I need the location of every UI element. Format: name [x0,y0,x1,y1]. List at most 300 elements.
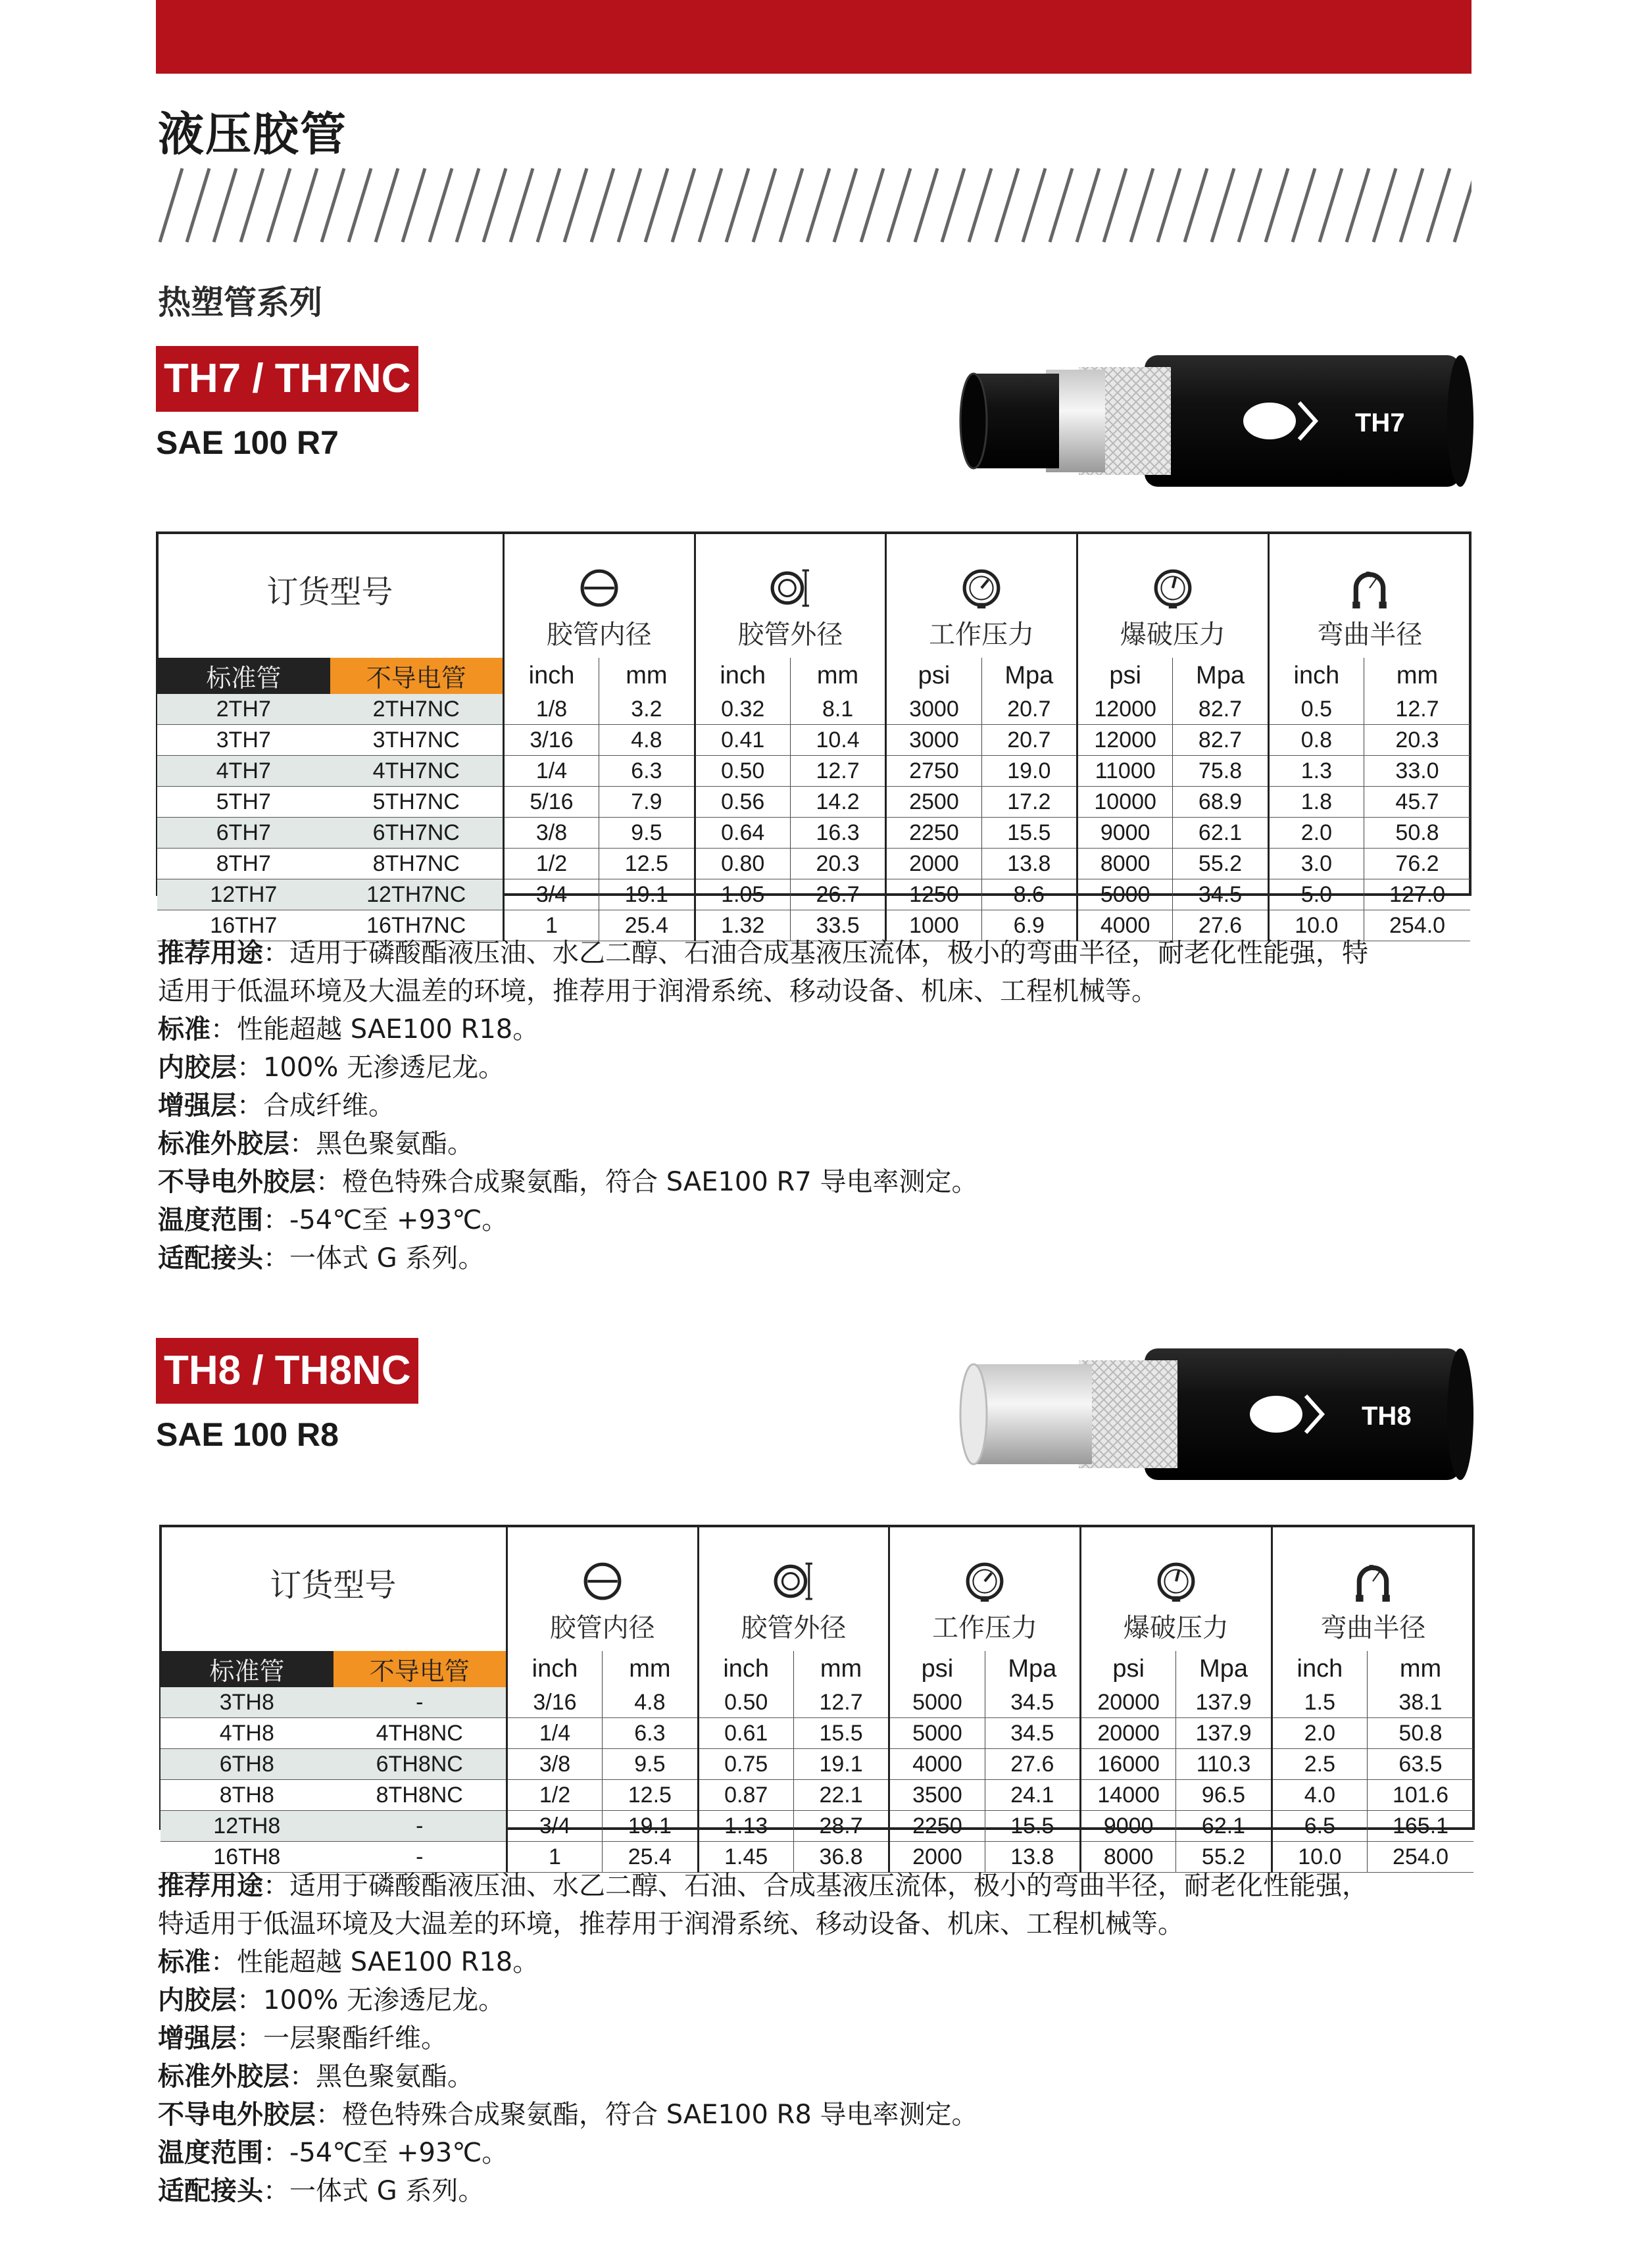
column-group-header [886,533,1077,658]
table-cell: 3TH7 [157,725,330,756]
column-group-label: 胶管外径 [737,620,843,649]
table-row [157,849,1470,879]
table-cell: 4TH8 [161,1718,334,1749]
table-cell: 3.0 [1268,849,1364,879]
table-cell: 4TH7NC [330,756,504,787]
table-cell: 16TH8 [161,1842,334,1873]
table-cell: 12.5 [603,1780,698,1811]
unit-header: mm [603,1651,698,1687]
column-group-label: 工作压力 [929,620,1035,649]
unit-header: mm [793,1651,889,1687]
description-line [158,2172,1473,2210]
hatch-stripe [268,168,290,242]
hatch-stripe [1293,168,1315,242]
table-cell: 14.2 [790,787,885,818]
table-cell: 76.2 [1364,849,1470,879]
table-cell: 1.32 [695,910,790,941]
table-cell: 6.9 [981,910,1077,941]
table-cell: 0.56 [695,787,790,818]
table-cell: 50.8 [1364,818,1470,849]
table-cell: 0.87 [698,1780,793,1811]
table-cell: 2750 [886,756,981,787]
inner-diameter-icon [579,568,620,608]
description-line [158,1201,1473,1239]
table-cell: 137.9 [1176,1718,1272,1749]
description-value: ：性能超越 SAE100 R18。 [210,1014,539,1045]
column-group-header [1080,1526,1272,1651]
table-cell: 8000 [1080,1842,1175,1873]
standard-header: 标准管 [157,658,330,694]
hose-label: TH8 [1362,1402,1412,1431]
standard-header: 标准管 [161,1651,334,1687]
table-cell: 34.5 [1173,879,1268,910]
table-cell: 10.4 [790,725,885,756]
table-cell: 7.9 [599,787,695,818]
hose-label: TH7 [1355,408,1405,437]
top-color-bar [156,0,1471,74]
table-cell: 15.5 [985,1811,1080,1842]
description-line [158,1867,1473,1905]
hatch-stripe [564,168,587,242]
table-cell: 8000 [1077,849,1172,879]
hose-image [947,342,1473,500]
description-key: 标准外胶层 [158,2061,289,2092]
hatch-stripe [1373,168,1396,242]
table-cell: 0.61 [698,1718,793,1749]
hatch-stripe [753,168,776,242]
table-cell: 2.0 [1272,1718,1367,1749]
unit-header: inch [507,1651,602,1687]
description-line [158,1943,1473,1981]
table-cell: 14000 [1080,1780,1175,1811]
unit-header: psi [886,658,981,694]
hatch-stripe [996,168,1018,242]
table-cell: 3/16 [507,1687,602,1718]
unit-header: mm [790,658,885,694]
table-cell: 20000 [1080,1687,1175,1718]
table-cell: 55.2 [1173,849,1268,879]
table-cell: 50.8 [1368,1718,1473,1749]
table-row [161,1687,1473,1718]
description-value: ：一体式 G 系列。 [263,1243,485,1273]
description-line [158,1125,1473,1163]
column-group-label: 胶管外径 [741,1614,847,1642]
hatch-stripe [861,168,883,242]
table-cell: 16.3 [790,818,885,849]
unit-header: mm [599,658,695,694]
table-cell: 4000 [889,1749,985,1780]
sae-standard: SAE 100 R7 [156,424,339,461]
pressure-gauge-icon [964,1561,1005,1602]
nc-header: 不导电管 [330,658,504,694]
table-cell: 5/16 [503,787,599,818]
table-cell: 5TH7NC [330,787,504,818]
table-cell: 1.13 [698,1811,793,1842]
description-key: 温度范围 [158,2138,263,2168]
hatch-stripe [1266,168,1288,242]
unit-header: mm [1364,658,1470,694]
table-cell: 3000 [886,725,981,756]
table-cell: 0.50 [698,1687,793,1718]
description-value: ：100% 无渗透尼龙。 [237,1052,505,1083]
hose-image [947,1335,1473,1493]
page-title: 液压胶管 [158,107,347,161]
table-cell: 12.7 [1364,694,1470,725]
description-line [158,2096,1473,2134]
table-cell: 8TH7 [157,849,330,879]
description-value: ：黑色聚氨酯。 [289,1129,474,1159]
table-cell: 96.5 [1176,1780,1272,1811]
table-cell: 12.7 [793,1687,889,1718]
description-key: 标准外胶层 [158,1129,289,1159]
column-group-label: 爆破压力 [1123,1614,1229,1642]
hatch-stripe [618,168,641,242]
table-cell: 1/2 [503,849,599,879]
hatch-stripe [780,168,803,242]
table-cell: 1/2 [507,1780,602,1811]
description-value: ：100% 无渗透尼龙。 [237,1985,505,2015]
table-row [157,725,1470,756]
hatch-stripe [915,168,937,242]
bend-radius-icon [1352,1561,1393,1602]
table-cell: 1.45 [698,1842,793,1873]
column-group-label: 工作压力 [932,1614,1038,1642]
unit-header: Mpa [981,658,1077,694]
description-value: ：橙色特殊合成聚氨酯，符合 SAE100 R8 导电率测定。 [316,2100,978,2130]
hatch-stripe [645,168,668,242]
unit-header: inch [698,1651,793,1687]
table-row [161,1780,1473,1811]
outer-diameter-icon [773,1561,814,1602]
description-value: 适用于低温环境及大温差的环境，推荐用于润滑系统、移动设备、机床、工程机械等。 [158,976,1158,1006]
table-cell: 1.05 [695,879,790,910]
hatch-stripe [214,168,236,242]
section-title: 热塑管系列 [158,284,322,322]
table-cell: 3500 [889,1780,985,1811]
bend-radius-icon [1349,568,1390,608]
hatch-stripe [295,168,317,242]
table-cell: 1250 [886,879,981,910]
table-cell: 19.1 [599,879,695,910]
description-value: ：-54℃至 +93℃。 [263,2138,508,2168]
table-cell: 62.1 [1176,1811,1272,1842]
table-cell: 110.3 [1176,1749,1272,1780]
table-cell: 6.5 [1272,1811,1367,1842]
column-group-label: 胶管内径 [546,620,652,649]
table-cell: 101.6 [1368,1780,1473,1811]
description-key: 内胶层 [158,1985,237,2015]
table-cell: 3TH8 [161,1687,334,1718]
column-group-header [1268,533,1470,658]
table-cell: 82.7 [1173,694,1268,725]
table-cell: 20.3 [790,849,885,879]
table-cell: 12000 [1077,725,1172,756]
table-cell: 9.5 [599,818,695,849]
unit-header: inch [1272,1651,1367,1687]
table-cell: 25.4 [603,1842,698,1873]
table-cell: 15.5 [981,818,1077,849]
hatch-stripe [510,168,533,242]
table-cell: 254.0 [1364,910,1470,941]
table-cell: 8.6 [981,879,1077,910]
description-key: 适配接头 [158,1243,263,1273]
table-cell: 6TH8 [161,1749,334,1780]
hatch-stripe [376,168,398,242]
table-cell: 2250 [889,1811,985,1842]
table-cell: 12.7 [790,756,885,787]
description-value: ：-54℃至 +93℃。 [263,1205,508,1235]
model-badge: TH8 / TH8NC [156,1338,418,1404]
hatch-stripe [322,168,344,242]
table-cell: 2.5 [1272,1749,1367,1780]
table-cell: 45.7 [1364,787,1470,818]
description-line [158,1087,1473,1125]
table-cell: 5TH7 [157,787,330,818]
table-cell: 4TH7 [157,756,330,787]
table-cell: 165.1 [1368,1811,1473,1842]
hatch-stripe [807,168,829,242]
description-value: 特适用于低温环境及大温差的环境，推荐用于润滑系统、移动设备、机床、工程机械等。 [158,1909,1184,1939]
hatch-stripe [1104,168,1126,242]
table-cell: 8.1 [790,694,885,725]
hatch-stripe [349,168,371,242]
hatch-stripe [1454,168,1471,242]
description-value: ：黑色聚氨酯。 [289,2061,474,2092]
table-cell: 6TH7NC [330,818,504,849]
table-cell: 8TH7NC [330,849,504,879]
table-cell: 10.0 [1268,910,1364,941]
hatch-stripe [430,168,452,242]
hatch-stripe [1320,168,1342,242]
order-no-header: 订货型号 [157,533,503,658]
table-cell: 2000 [886,849,981,879]
column-group-label: 弯曲半径 [1317,620,1423,649]
description-line [158,2058,1473,2096]
table-cell: 3.2 [599,694,695,725]
hatch-stripe [187,168,209,242]
table-cell: 38.1 [1368,1687,1473,1718]
table-cell: 6.3 [603,1718,698,1749]
column-group-header [1077,533,1268,658]
description-value: ：合成纤维。 [237,1091,395,1121]
svg-text:R: R [1366,570,1372,579]
column-group-header [698,1526,889,1651]
hatch-stripe [699,168,722,242]
table-cell: 68.9 [1173,787,1268,818]
table-cell: 0.8 [1268,725,1364,756]
description-key: 不导电外胶层 [158,1167,316,1197]
table-cell: 34.5 [985,1687,1080,1718]
table-cell: 75.8 [1173,756,1268,787]
table-cell: 16000 [1080,1749,1175,1780]
unit-header: psi [1080,1651,1175,1687]
table-cell: 13.8 [981,849,1077,879]
description-line [158,1905,1473,1943]
table-cell: 15.5 [793,1718,889,1749]
order-no-header: 订货型号 [161,1526,507,1651]
nc-header: 不导电管 [334,1651,507,1687]
table-cell: 127.0 [1364,879,1470,910]
table-cell: 6TH8NC [334,1749,507,1780]
column-group-header [889,1526,1081,1651]
hatch-stripe [672,168,695,242]
hatch-stripe [1158,168,1180,242]
table-cell: 16TH7 [157,910,330,941]
column-group-header [503,533,695,658]
table-row [157,879,1470,910]
unit-header: inch [695,658,790,694]
description-line [158,1048,1473,1087]
description-key: 标准 [158,1014,210,1045]
table-cell: 12TH7 [157,879,330,910]
table-cell: 10.0 [1272,1842,1367,1873]
hatch-stripe [241,168,263,242]
unit-header: mm [1368,1651,1473,1687]
table-cell: - [334,1842,507,1873]
unit-header: psi [889,1651,985,1687]
hatch-stripe [1427,168,1450,242]
description-line [158,2134,1473,2172]
burst-gauge-icon [1156,1561,1197,1602]
table-cell: 13.8 [985,1842,1080,1873]
description-line [158,972,1473,1010]
column-group-label: 爆破压力 [1120,620,1225,649]
table-cell: 16TH7NC [330,910,504,941]
table-row [157,694,1470,725]
table-cell: 1/8 [503,694,599,725]
hatch-stripe [483,168,506,242]
column-group-header [1272,1526,1473,1651]
table-cell: 4.8 [603,1687,698,1718]
table-cell: 9000 [1080,1811,1175,1842]
table-cell: 3/8 [503,818,599,849]
description-key: 标准 [158,1947,210,1977]
hatch-stripe [1023,168,1045,242]
table-cell: 2.0 [1268,818,1364,849]
table-cell: 8TH8 [161,1780,334,1811]
outer-diameter-icon [770,568,810,608]
table-cell: 36.8 [793,1842,889,1873]
table-cell: 4000 [1077,910,1172,941]
table-row [161,1811,1473,1842]
unit-header: Mpa [985,1651,1080,1687]
table-row [161,1749,1473,1780]
svg-text:R: R [1369,1563,1375,1573]
table-cell: 3/4 [507,1811,602,1842]
hatch-stripe [1185,168,1207,242]
hatch-stripe [942,168,964,242]
table-cell: 4.8 [599,725,695,756]
description-key: 内胶层 [158,1052,237,1083]
hatch-stripe [726,168,749,242]
description-value: ：适用于磷酸酯液压油、水乙二醇、石油、合成基液压流体，极小的弯曲半径，耐老化性能强， [263,1871,1368,1901]
table-row [157,756,1470,787]
description-line [158,1239,1473,1277]
table-cell: 26.7 [790,879,885,910]
hatch-stripe [1347,168,1369,242]
table-cell: 19.1 [793,1749,889,1780]
table-cell: 1 [503,910,599,941]
table-cell: 19.1 [603,1811,698,1842]
table-cell: 0.75 [698,1749,793,1780]
table-cell: 3/16 [503,725,599,756]
table-cell: 82.7 [1173,725,1268,756]
hatch-stripe [537,168,560,242]
unit-header: inch [1268,658,1364,694]
hatch-stripe [403,168,425,242]
description-key: 温度范围 [158,1205,263,1235]
table-cell: 27.6 [1173,910,1268,941]
table-cell: 9.5 [603,1749,698,1780]
description-line [158,2019,1473,2058]
table-cell: 12000 [1077,694,1172,725]
table-cell: 12.5 [599,849,695,879]
spec-table [161,1526,1473,1873]
unit-header: Mpa [1176,1651,1272,1687]
description-key: 不导电外胶层 [158,2100,316,2130]
hatch-stripe [457,168,479,242]
table-cell: 2500 [886,787,981,818]
description-line [158,1981,1473,2019]
description-key: 推荐用途 [158,1871,263,1901]
table-cell: 20.7 [981,694,1077,725]
hatch-stripe [1239,168,1261,242]
table-cell: 12TH8 [161,1811,334,1842]
description-value: ：适用于磷酸酯液压油、水乙二醇、石油合成基液压流体，极小的弯曲半径，耐老化性能强，特 [263,938,1368,968]
table-cell: 1.5 [1272,1687,1367,1718]
table-cell: 2TH7 [157,694,330,725]
table-cell: 17.2 [981,787,1077,818]
table-cell: 1/4 [503,756,599,787]
table-cell: 3TH7NC [330,725,504,756]
table-cell: 20000 [1080,1718,1175,1749]
hatch-stripe [888,168,910,242]
burst-gauge-icon [1152,568,1193,608]
table-cell: 20.3 [1364,725,1470,756]
table-cell: 0.80 [695,849,790,879]
table-cell: 0.64 [695,818,790,849]
table-row [161,1718,1473,1749]
inner-diameter-icon [582,1561,623,1602]
description-value: ：橙色特殊合成聚氨酯，符合 SAE100 R7 导电率测定。 [316,1167,978,1197]
unit-header: Mpa [1173,658,1268,694]
table-cell: 1000 [886,910,981,941]
description-line [158,1163,1473,1201]
description-key: 增强层 [158,2023,237,2054]
table-row [157,787,1470,818]
table-cell: 3/4 [503,879,599,910]
hatch-stripe [1050,168,1072,242]
table-cell: 63.5 [1368,1749,1473,1780]
unit-header: inch [503,658,599,694]
description-key: 推荐用途 [158,938,263,968]
table-cell: 4TH8NC [334,1718,507,1749]
table-cell: 3/8 [507,1749,602,1780]
model-badge: TH7 / TH7NC [156,346,418,412]
table-cell: 2250 [886,818,981,849]
table-cell: 5000 [889,1718,985,1749]
product-description [158,934,1473,1277]
table-cell: 5000 [1077,879,1172,910]
hatch-stripe [1400,168,1423,242]
table-cell: 4.0 [1272,1780,1367,1811]
table-cell: 1.3 [1268,756,1364,787]
table-cell: 34.5 [985,1718,1080,1749]
table-cell: 3000 [886,694,981,725]
table-cell: 1.8 [1268,787,1364,818]
table-cell: 5.0 [1268,879,1364,910]
table-cell: 6TH7 [157,818,330,849]
